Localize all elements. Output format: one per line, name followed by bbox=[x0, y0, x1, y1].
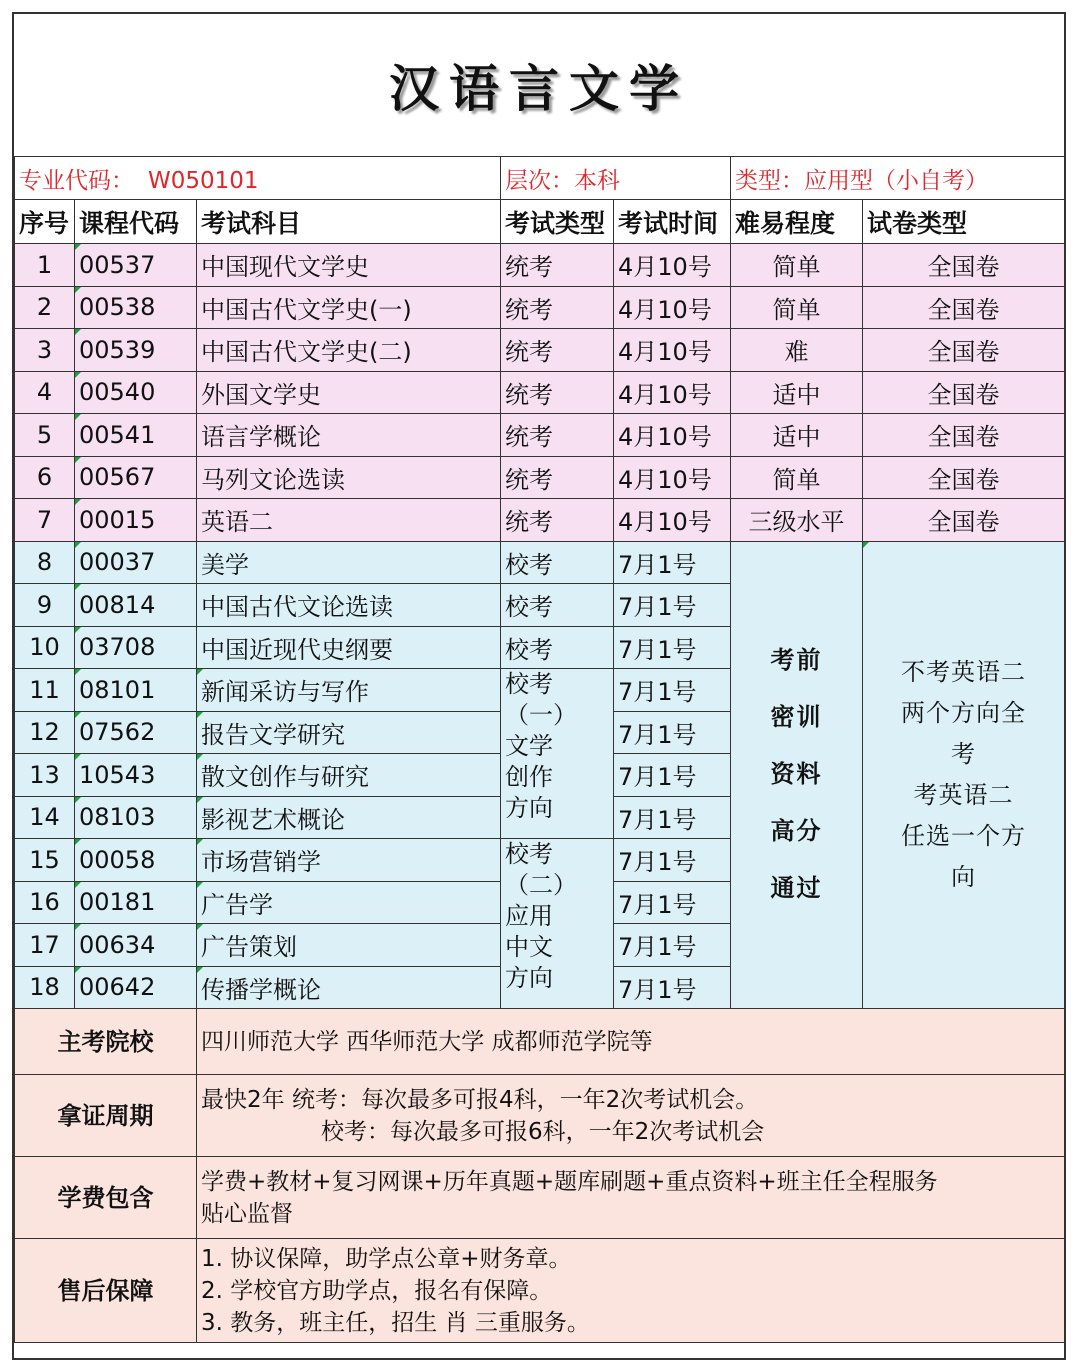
difficulty: 简单 bbox=[731, 286, 863, 329]
english-note-line: 两个方向全 bbox=[901, 698, 1027, 727]
row-number: 10 bbox=[15, 626, 75, 669]
direction-two-line: 中文 bbox=[505, 933, 554, 961]
exam-type: 校考 bbox=[501, 584, 614, 627]
exam-time: 4月10号 bbox=[614, 371, 731, 414]
row-number: 1 bbox=[15, 244, 75, 287]
exam-time: 7月1号 bbox=[614, 584, 731, 627]
difficulty: 简单 bbox=[731, 244, 863, 287]
difficulty: 适中 bbox=[731, 414, 863, 457]
course-code: 00814 bbox=[75, 584, 197, 627]
exam-time: 7月1号 bbox=[614, 881, 731, 924]
course-code: 08101 bbox=[75, 669, 197, 712]
difficulty: 简单 bbox=[731, 456, 863, 499]
header-difficulty: 难易程度 bbox=[731, 200, 863, 244]
table-row bbox=[15, 499, 1065, 542]
row-number: 4 bbox=[15, 371, 75, 414]
exam-type: 统考 bbox=[501, 286, 614, 329]
exam-time: 4月10号 bbox=[614, 329, 731, 372]
course-code: 00537 bbox=[75, 244, 197, 287]
course-table bbox=[14, 156, 1065, 1343]
course-name: 广告策划 bbox=[197, 924, 501, 967]
after-sales-row-label: 售后保障 bbox=[15, 1239, 197, 1343]
course-code: 00567 bbox=[75, 456, 197, 499]
row-number: 11 bbox=[15, 669, 75, 712]
promo-line: 高分 bbox=[770, 817, 823, 846]
direction-one-line: 文学 bbox=[505, 732, 554, 760]
exam-time: 4月10号 bbox=[614, 456, 731, 499]
direction-one-line: 校考 bbox=[505, 670, 554, 698]
type-label: 类型：应用型（小自考） bbox=[731, 157, 1065, 200]
course-code: 00058 bbox=[75, 839, 197, 882]
row-number: 17 bbox=[15, 924, 75, 967]
exam-time: 7月1号 bbox=[614, 626, 731, 669]
course-code: 08103 bbox=[75, 796, 197, 839]
table-row bbox=[15, 371, 1065, 414]
promo-line: 通过 bbox=[770, 874, 823, 903]
difficulty: 适中 bbox=[731, 371, 863, 414]
promo-line: 密训 bbox=[770, 703, 823, 732]
course-code: 00037 bbox=[75, 541, 197, 584]
promo-line: 考前 bbox=[770, 646, 823, 675]
exam-type: 统考 bbox=[501, 414, 614, 457]
difficulty: 难 bbox=[731, 329, 863, 372]
course-name: 中国古代文学史(一) bbox=[197, 286, 501, 329]
course-name: 影视艺术概论 bbox=[197, 796, 501, 839]
course-code: 00540 bbox=[75, 371, 197, 414]
course-name: 英语二 bbox=[197, 499, 501, 542]
paper-type: 全国卷 bbox=[863, 371, 1065, 414]
direction-two bbox=[501, 839, 614, 1009]
level-label: 层次：本科 bbox=[501, 157, 731, 200]
after-sales-row bbox=[15, 1239, 1065, 1343]
after-sales-row-value bbox=[197, 1239, 1065, 1343]
table-row bbox=[15, 541, 1065, 584]
exam-time: 7月1号 bbox=[614, 669, 731, 712]
exam-time: 4月10号 bbox=[614, 499, 731, 542]
table-row bbox=[15, 456, 1065, 499]
course-code: 00642 bbox=[75, 966, 197, 1009]
course-code: 00181 bbox=[75, 881, 197, 924]
exam-time: 7月1号 bbox=[614, 839, 731, 882]
exam-time: 4月10号 bbox=[614, 244, 731, 287]
exam-time: 4月10号 bbox=[614, 286, 731, 329]
english-note-line: 向 bbox=[951, 862, 977, 891]
cycle-row-line: 最快2年 统考：每次最多可报4科，一年2次考试机会。 bbox=[201, 1086, 759, 1113]
course-name: 马列文论选读 bbox=[197, 456, 501, 499]
course-code: 00539 bbox=[75, 329, 197, 372]
row-number: 12 bbox=[15, 711, 75, 754]
paper-type: 全国卷 bbox=[863, 414, 1065, 457]
english-note-line: 不考英语二 bbox=[901, 657, 1027, 686]
paper-type: 全国卷 bbox=[863, 456, 1065, 499]
schools-row-label: 主考院校 bbox=[15, 1009, 197, 1075]
exam-time: 7月1号 bbox=[614, 924, 731, 967]
row-number: 13 bbox=[15, 754, 75, 797]
direction-one-line: 方向 bbox=[505, 794, 554, 822]
exam-time: 7月1号 bbox=[614, 541, 731, 584]
promo-text bbox=[731, 541, 863, 1009]
english-note-line: 任选一个方 bbox=[901, 821, 1027, 850]
direction-two-line: 方向 bbox=[505, 964, 554, 992]
cycle-row-label: 拿证周期 bbox=[15, 1075, 197, 1157]
after-sales-row-line: 3. 教务，班主任，招生 肖 三重服务。 bbox=[201, 1309, 590, 1336]
header-exam-time: 考试时间 bbox=[614, 200, 731, 244]
paper-type: 全国卷 bbox=[863, 244, 1065, 287]
course-name: 传播学概论 bbox=[197, 966, 501, 1009]
header-paper-type: 试卷类型 bbox=[863, 200, 1065, 244]
exam-type: 校考 bbox=[501, 541, 614, 584]
exam-time: 7月1号 bbox=[614, 754, 731, 797]
row-number: 18 bbox=[15, 966, 75, 1009]
row-number: 15 bbox=[15, 839, 75, 882]
paper-type: 全国卷 bbox=[863, 286, 1065, 329]
after-sales-row-line: 1. 协议保障，助学点公章+财务章。 bbox=[201, 1245, 572, 1272]
course-name: 语言学概论 bbox=[197, 414, 501, 457]
course-code: 00541 bbox=[75, 414, 197, 457]
fee-row-line: 学费+教材+复习网课+历年真题+题库刷题+重点资料+班主任全程服务 bbox=[201, 1168, 938, 1195]
schools-row-value bbox=[197, 1009, 1065, 1075]
row-number: 8 bbox=[15, 541, 75, 584]
row-number: 5 bbox=[15, 414, 75, 457]
table-row bbox=[15, 329, 1065, 372]
major-code: 专业代码： W050101 bbox=[15, 157, 501, 200]
course-code: 00634 bbox=[75, 924, 197, 967]
row-number: 7 bbox=[15, 499, 75, 542]
table-row bbox=[15, 244, 1065, 287]
page-title: 汉语言文学 bbox=[14, 14, 1064, 158]
header-subject: 考试科目 bbox=[197, 200, 501, 244]
row-number: 16 bbox=[15, 881, 75, 924]
exam-time: 7月1号 bbox=[614, 796, 731, 839]
row-number: 6 bbox=[15, 456, 75, 499]
exam-type: 校考 bbox=[501, 626, 614, 669]
direction-one-line: 创作 bbox=[505, 763, 554, 791]
course-name: 外国文学史 bbox=[197, 371, 501, 414]
course-name: 中国古代文学史(二) bbox=[197, 329, 501, 372]
course-name: 新闻采访与写作 bbox=[197, 669, 501, 712]
exam-type: 统考 bbox=[501, 371, 614, 414]
header-exam-type: 考试类型 bbox=[501, 200, 614, 244]
english-note-line: 考 bbox=[951, 739, 977, 768]
cycle-row-value bbox=[197, 1075, 1065, 1157]
row-number: 2 bbox=[15, 286, 75, 329]
course-name: 广告学 bbox=[197, 881, 501, 924]
direction-two-line: 校考 bbox=[505, 840, 554, 868]
paper-type: 全国卷 bbox=[863, 329, 1065, 372]
direction-one-line: （一） bbox=[505, 701, 578, 729]
course-name: 中国古代文论选读 bbox=[197, 584, 501, 627]
fee-row bbox=[15, 1157, 1065, 1239]
direction-two-line: （二） bbox=[505, 871, 578, 899]
course-name: 散文创作与研究 bbox=[197, 754, 501, 797]
row-number: 14 bbox=[15, 796, 75, 839]
schools-row bbox=[15, 1009, 1065, 1075]
english-note-line: 考英语二 bbox=[913, 780, 1014, 809]
after-sales-row-line: 2. 学校官方助学点，报名有保障。 bbox=[201, 1277, 553, 1304]
row-number: 3 bbox=[15, 329, 75, 372]
cycle-row bbox=[15, 1075, 1065, 1157]
cycle-row-line: 校考：每次最多可报6科，一年2次考试机会 bbox=[321, 1118, 765, 1145]
course-code: 07562 bbox=[75, 711, 197, 754]
direction-two-line: 应用 bbox=[505, 902, 554, 930]
header-row bbox=[15, 200, 1065, 244]
course-name: 报告文学研究 bbox=[197, 711, 501, 754]
exam-time: 4月10号 bbox=[614, 414, 731, 457]
course-name: 市场营销学 bbox=[197, 839, 501, 882]
course-code: 00015 bbox=[75, 499, 197, 542]
course-name: 中国现代文学史 bbox=[197, 244, 501, 287]
exam-time: 7月1号 bbox=[614, 966, 731, 1009]
english-note bbox=[863, 541, 1065, 1009]
course-sheet bbox=[12, 12, 1066, 1360]
course-code: 10543 bbox=[75, 754, 197, 797]
exam-type: 统考 bbox=[501, 329, 614, 372]
table-row bbox=[15, 414, 1065, 457]
fee-row-line: 贴心监督 bbox=[201, 1200, 293, 1227]
info-row bbox=[15, 157, 1065, 200]
row-number: 9 bbox=[15, 584, 75, 627]
schools-row-line: 四川师范大学 西华师范大学 成都师范学院等 bbox=[201, 1028, 653, 1055]
exam-type: 统考 bbox=[501, 499, 614, 542]
paper-type: 全国卷 bbox=[863, 499, 1065, 542]
course-code: 03708 bbox=[75, 626, 197, 669]
header-no: 序号 bbox=[15, 200, 75, 244]
header-code: 课程代码 bbox=[75, 200, 197, 244]
promo-line: 资料 bbox=[770, 760, 823, 789]
exam-time: 7月1号 bbox=[614, 711, 731, 754]
direction-one bbox=[501, 669, 614, 839]
fee-row-value bbox=[197, 1157, 1065, 1239]
difficulty: 三级水平 bbox=[731, 499, 863, 542]
exam-type: 统考 bbox=[501, 456, 614, 499]
fee-row-label: 学费包含 bbox=[15, 1157, 197, 1239]
course-code: 00538 bbox=[75, 286, 197, 329]
course-name: 中国近现代史纲要 bbox=[197, 626, 501, 669]
course-name: 美学 bbox=[197, 541, 501, 584]
table-row bbox=[15, 286, 1065, 329]
exam-type: 统考 bbox=[501, 244, 614, 287]
